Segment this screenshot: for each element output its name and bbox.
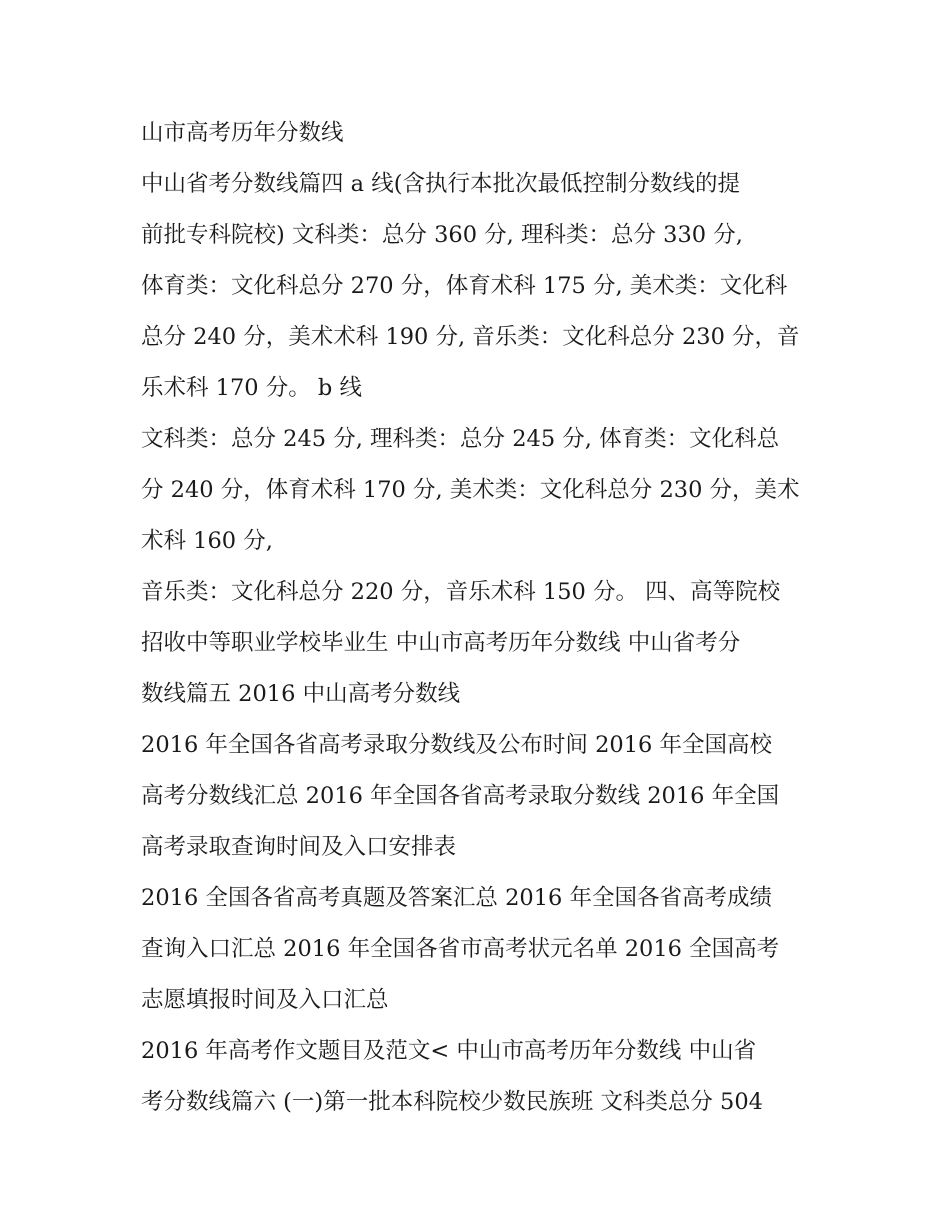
- text-line: 高考分数线汇总 2016 年全国各省高考录取分数线 2016 年全国: [141, 783, 780, 809]
- text-line: 分 240 分，体育术科 170 分, 美术类：文化科总分 230 分，美术: [141, 477, 800, 503]
- text-line: 体育类：文化科总分 270 分，体育术科 175 分, 美术类：文化科: [141, 273, 788, 299]
- text-line: 2016 年高考作文题目及范文< 中山市高考历年分数线 中山省: [141, 1038, 757, 1064]
- text-line: 志愿填报时间及入口汇总: [141, 987, 389, 1013]
- text-line: 招收中等职业学校毕业生 中山市高考历年分数线 中山省考分: [141, 630, 741, 656]
- document-body: [141, 108, 831, 1128]
- text-line: 高考录取查询时间及入口安排表: [141, 834, 457, 860]
- text-line: 查询入口汇总 2016 年全国各省市高考状元名单 2016 全国高考: [141, 936, 780, 962]
- text-line: 2016 全国各省高考真题及答案汇总 2016 年全国各省高考成绩: [141, 885, 772, 911]
- text-line: 数线篇五 2016 中山高考分数线: [141, 681, 461, 707]
- text-line: 术科 160 分,: [141, 528, 273, 554]
- text-line: 中山省考分数线篇四 a 线(含执行本批次最低控制分数线的提: [141, 171, 740, 197]
- text-line: 前批专科院校) 文科类：总分 360 分, 理科类：总分 330 分,: [141, 222, 743, 248]
- text-line: 音乐类：文化科总分 220 分，音乐术科 150 分。 四、高等院校: [141, 579, 781, 605]
- text-line: 山市高考历年分数线: [141, 120, 344, 146]
- text-line: 考分数线篇六 (一)第一批本科院校少数民族班 文科类总分 504: [141, 1089, 763, 1115]
- text-line: 乐术科 170 分。 b 线: [141, 375, 362, 401]
- text-line: 2016 年全国各省高考录取分数线及公布时间 2016 年全国高校: [141, 732, 772, 758]
- text-line: 总分 240 分，美术术科 190 分, 音乐类：文化科总分 230 分，音: [141, 324, 800, 350]
- text-line: 文科类：总分 245 分, 理科类：总分 245 分, 体育类：文化科总: [141, 426, 780, 452]
